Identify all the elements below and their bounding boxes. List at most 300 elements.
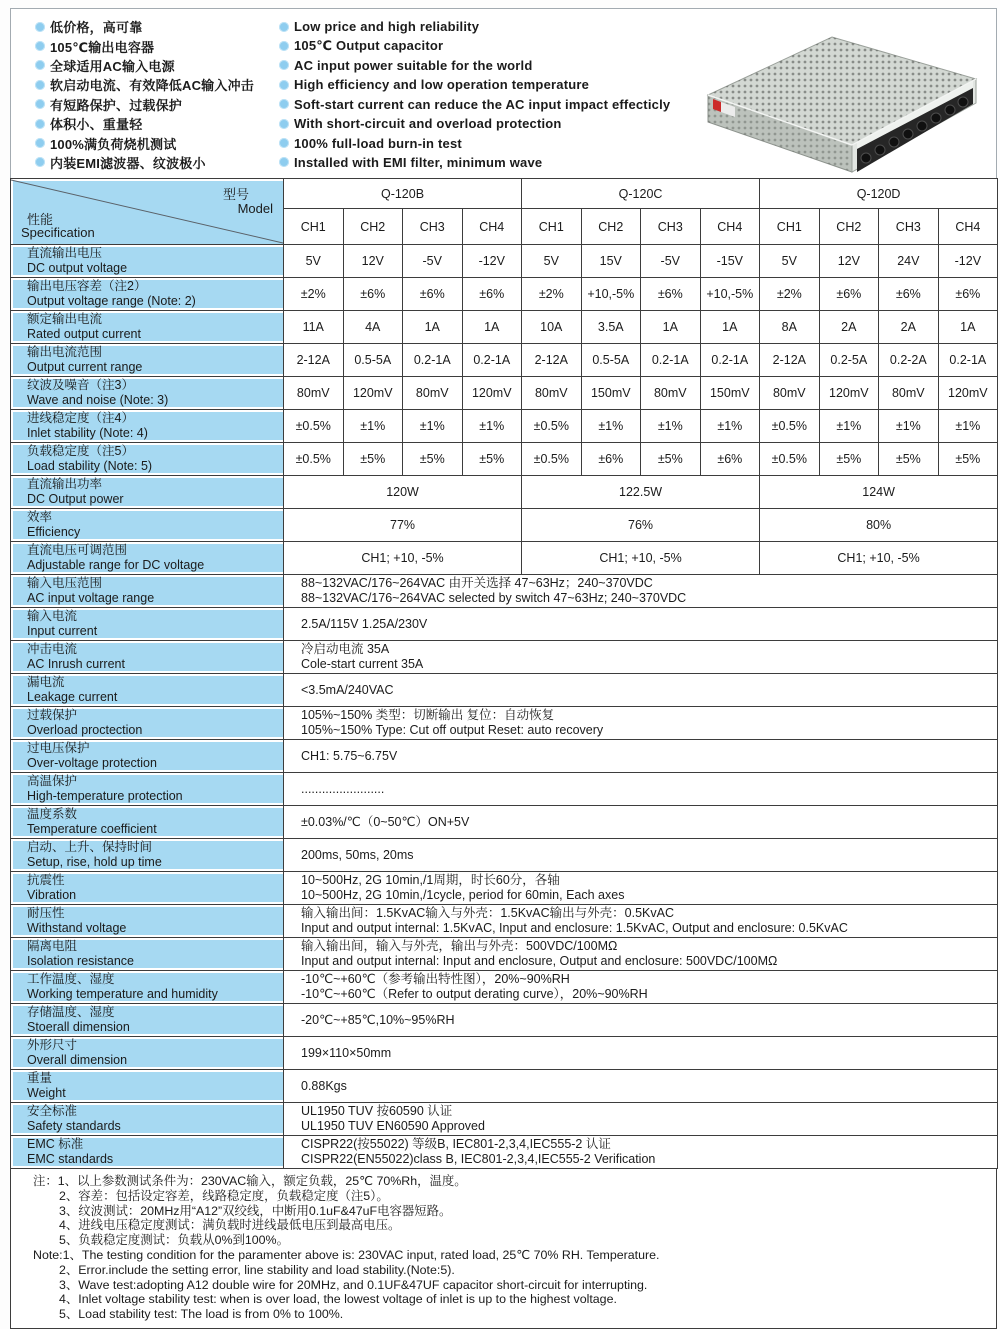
spec-value: 80mV — [760, 377, 820, 410]
spec-value — [284, 608, 998, 641]
feature-text: 105℃ Output capacitor — [294, 38, 444, 54]
feature-item — [279, 153, 670, 172]
row-label-cn: 工作温度、湿度 — [27, 972, 115, 986]
feature-text: 105℃输出电容器 — [50, 39, 155, 55]
spec-row — [11, 377, 998, 410]
spec-value: CH1; +10, -5% — [522, 542, 760, 575]
spec-value: 2A — [819, 311, 879, 344]
row-label-cn: 漏电流 — [27, 675, 65, 689]
bullet-icon — [279, 41, 289, 51]
spec-value: 1A — [462, 311, 522, 344]
spec-value-line: -10℃~+60℃（Refer to output derating curve），20%~90%RH — [301, 987, 648, 1001]
spec-row — [11, 872, 998, 905]
feature-text: 体积小、重量轻 — [50, 117, 143, 133]
feature-item — [279, 133, 670, 152]
channel-header: CH2 — [819, 209, 879, 245]
spec-value: ±6% — [938, 278, 998, 311]
row-label-cn: 安全标准 — [27, 1104, 78, 1118]
spec-value: ±1% — [641, 410, 701, 443]
bullet-icon — [279, 99, 289, 109]
spec-value: ±6% — [819, 278, 879, 311]
row-label — [11, 740, 284, 773]
spec-value: 0.2-1A — [700, 344, 760, 377]
spec-value-line: 输入输出间：1.5KvAC输入与外壳：1.5KvAC输出与外壳：0.5KvAC — [301, 906, 674, 920]
spec-value: 0.2-1A — [462, 344, 522, 377]
spec-value: ±0.5% — [522, 443, 582, 476]
spec-value-line: 199×110×50mm — [301, 1045, 392, 1060]
spec-value: ±6% — [879, 278, 939, 311]
feature-item — [279, 56, 670, 75]
feature-text: AC input power suitable for the world — [294, 57, 533, 73]
spec-value: 80mV — [879, 377, 939, 410]
bullet-icon — [279, 138, 289, 148]
row-label-en: Setup, rise, hold up time — [27, 855, 162, 869]
row-label-cn: 存储温度、湿度 — [27, 1005, 115, 1019]
row-label-en: Adjustable range for DC voltage — [27, 558, 205, 572]
note-line: 3、Wave test:adopting A12 double wire for 20MHz, and 0.1UF&47UF capacitor short-circuit for interrupting. — [59, 1277, 648, 1292]
row-label-cn: 外形尺寸 — [27, 1038, 78, 1052]
spec-value: 120mV — [343, 377, 403, 410]
row-label-en: Input current — [27, 624, 98, 638]
bullet-icon — [35, 41, 45, 51]
spec-row — [11, 575, 998, 608]
row-label-en: DC output voltage — [27, 261, 128, 275]
spec-value-line: UL1950 TUV EN60590 Approved — [301, 1119, 485, 1133]
spec-value: CH1; +10, -5% — [760, 542, 998, 575]
feature-item — [279, 95, 670, 114]
row-label — [11, 938, 284, 971]
spec-row — [11, 1136, 998, 1169]
spec-row — [11, 410, 998, 443]
spec-value-line: CISPR22(EN55022)class B, IEC801-2,3,4,IEC555-2 Verification — [301, 1152, 656, 1166]
spec-value-line: 0.88Kgs — [301, 1078, 347, 1093]
row-label — [11, 674, 284, 707]
row-label — [11, 707, 284, 740]
row-label-en: Overall dimension — [27, 1053, 128, 1067]
channel-header: CH4 — [938, 209, 998, 245]
spec-row — [11, 509, 998, 542]
row-label-en: Isolation resistance — [27, 954, 135, 968]
spec-value: 15V — [581, 245, 641, 278]
bullet-icon — [279, 22, 289, 32]
spec-value: CH1; +10, -5% — [284, 542, 522, 575]
row-label — [11, 872, 284, 905]
spec-row — [11, 1037, 998, 1070]
spec-value-line: -20℃~+85℃,10%~95%RH — [301, 1012, 455, 1027]
row-label-en: Efficiency — [27, 525, 81, 539]
spec-value: ±1% — [938, 410, 998, 443]
spec-value: 2-12A — [284, 344, 344, 377]
spec-value — [284, 707, 998, 740]
spec-value: 4A — [343, 311, 403, 344]
spec-model-corner-cell — [11, 179, 284, 245]
spec-value-line: <3.5mA/240VAC — [301, 682, 394, 697]
spec-value: 80mV — [284, 377, 344, 410]
feature-item — [35, 133, 254, 152]
row-label-cn: 输入电流 — [27, 609, 78, 623]
channel-header: CH1 — [284, 209, 344, 245]
spec-value — [284, 905, 998, 938]
features-list-cn — [35, 17, 254, 172]
row-label-cn: 进线稳定度（注4） — [27, 411, 134, 425]
row-label-cn: 输出电流范围 — [27, 345, 103, 359]
spec-value-line: ±0.03%/℃（0~50℃）ON+5V — [301, 814, 470, 829]
row-label — [11, 410, 284, 443]
spec-value: 124W — [760, 476, 998, 509]
feature-item — [279, 114, 670, 133]
spec-value — [284, 839, 998, 872]
row-label-cn: 耐压性 — [27, 906, 65, 920]
spec-value-line: UL1950 TUV 按60590 认证 — [301, 1104, 453, 1118]
spec-value: ±1% — [403, 410, 463, 443]
spec-value-line: 2.5A/115V 1.25A/230V — [301, 616, 428, 631]
bullet-icon — [279, 119, 289, 129]
row-label — [11, 377, 284, 410]
row-label-cn: 过电压保护 — [27, 741, 90, 755]
spec-value: 0.5-5A — [343, 344, 403, 377]
spec-value: ±1% — [879, 410, 939, 443]
row-label — [11, 839, 284, 872]
spec-value-line: 10~500Hz, 2G 10min,/1周期，时长60分，各轴 — [301, 873, 560, 887]
row-label-cn: 效率 — [27, 510, 53, 524]
bullet-icon — [35, 157, 45, 167]
spec-value: 24V — [879, 245, 939, 278]
row-label-cn: 输出电压容差（注2） — [27, 279, 147, 293]
spec-value: 80mV — [522, 377, 582, 410]
row-label-en: Overload proctection — [27, 723, 143, 737]
row-label — [11, 773, 284, 806]
spec-value: 1A — [938, 311, 998, 344]
spec-value — [284, 971, 998, 1004]
spec-value: 8A — [760, 311, 820, 344]
row-label-en: AC input voltage range — [27, 591, 155, 605]
channel-header: CH4 — [462, 209, 522, 245]
row-label-en: Vibration — [27, 888, 77, 902]
spec-row — [11, 938, 998, 971]
corner-spec-label-en: Specification — [21, 225, 95, 240]
channel-header: CH3 — [879, 209, 939, 245]
feature-text: 低价格，高可靠 — [50, 20, 143, 36]
spec-value: 80mV — [641, 377, 701, 410]
row-label-en: Safety standards — [27, 1119, 121, 1133]
spec-value: ±1% — [700, 410, 760, 443]
feature-text: High efficiency and low operation temperature — [294, 77, 590, 93]
row-label-cn: 冲击电流 — [27, 642, 78, 656]
spec-value — [284, 1004, 998, 1037]
spec-value: ±2% — [284, 278, 344, 311]
spec-value-line: -10℃~+60℃（参考输出特性图），20%~90%RH — [301, 972, 570, 986]
spec-value: 0.5-5A — [581, 344, 641, 377]
spec-value-line: CISPR22(按55022) 等级B, IEC801-2,3,4,IEC555-2 认证 — [301, 1137, 611, 1151]
spec-value: 10A — [522, 311, 582, 344]
feature-text: 内装EMI滤波器、纹波极小 — [50, 155, 206, 171]
spec-value-line: 88~132VAC/176~264VAC selected by switch 47~63Hz; 240~370VDC — [301, 591, 687, 605]
row-label-en: EMC standards — [27, 1152, 114, 1166]
note-line: 4、进线电压稳定度测试：满负载时进线最低电压到最高电压。 — [59, 1218, 401, 1233]
model-header-row — [11, 179, 998, 209]
row-label-cn: 启动、上升、保持时间 — [27, 840, 153, 854]
spec-value: 120mV — [462, 377, 522, 410]
spec-value: ±1% — [581, 410, 641, 443]
spec-value: 0.2-1A — [641, 344, 701, 377]
spec-value: ±6% — [641, 278, 701, 311]
spec-row — [11, 905, 998, 938]
spec-value: ±1% — [343, 410, 403, 443]
product-photo — [694, 23, 994, 175]
row-label — [11, 344, 284, 377]
spec-value — [284, 1103, 998, 1136]
spec-value-line: 10~500Hz, 2G 10min,/1cycle, period for 60min, Each axes — [301, 888, 625, 902]
spec-row — [11, 806, 998, 839]
spec-value: ±6% — [700, 443, 760, 476]
spec-value: 5V — [522, 245, 582, 278]
spec-value: 3.5A — [581, 311, 641, 344]
spec-value: 0.2-1A — [403, 344, 463, 377]
spec-row — [11, 344, 998, 377]
spec-value: ±0.5% — [760, 443, 820, 476]
spec-row — [11, 278, 998, 311]
spec-value: 2A — [879, 311, 939, 344]
row-label — [11, 575, 284, 608]
feature-item — [35, 56, 254, 75]
spec-value-line: 输入输出间，输入与外壳，输出与外壳：500VDC/100MΩ — [301, 939, 618, 953]
power-supply-illustration — [694, 23, 994, 175]
feature-text: 全球适用AC输入电源 — [50, 58, 175, 74]
spec-value: 12V — [819, 245, 879, 278]
feature-text: 100%满负荷烧机测试 — [50, 136, 177, 152]
spec-value: ±1% — [462, 410, 522, 443]
spec-value: 80mV — [403, 377, 463, 410]
note-line: 4、Inlet voltage stability test: when is over load, the lowest voltage of inlet is up to the highest voltage. — [59, 1292, 617, 1307]
row-label-en: DC Output power — [27, 492, 124, 506]
row-label-cn: 纹波及噪音（注3） — [27, 378, 134, 392]
row-label-cn: 温度系数 — [27, 807, 78, 821]
features-list-en — [279, 17, 670, 172]
feature-item — [35, 75, 254, 94]
corner-spec-label-cn: 性能 — [27, 212, 54, 227]
spec-value: ±6% — [343, 278, 403, 311]
row-label-cn: 负载稳定度（注5） — [27, 444, 134, 458]
spec-value: 1A — [700, 311, 760, 344]
bullet-icon — [35, 119, 45, 129]
feature-item — [35, 36, 254, 55]
spec-value: 5V — [284, 245, 344, 278]
feature-text: 软启动电流、有效降低AC输入冲击 — [50, 78, 254, 94]
spec-value — [284, 872, 998, 905]
feature-item — [35, 95, 254, 114]
spec-table-body — [11, 245, 998, 1169]
spec-value: 120W — [284, 476, 522, 509]
note-line: 2、容差：包括设定容差，线路稳定度，负载稳定度（注5）。 — [59, 1188, 389, 1203]
row-label-en: Wave and noise (Note: 3) — [27, 393, 169, 407]
row-label-en: AC Inrush current — [27, 657, 125, 671]
spec-value: 0.2-1A — [938, 344, 998, 377]
spec-value: ±5% — [938, 443, 998, 476]
spec-value — [284, 575, 998, 608]
row-label — [11, 608, 284, 641]
row-label — [11, 542, 284, 575]
spec-row — [11, 608, 998, 641]
spec-value — [284, 1037, 998, 1070]
row-label-cn: 高温保护 — [27, 774, 78, 788]
spec-row — [11, 641, 998, 674]
channel-header: CH1 — [522, 209, 582, 245]
note-line: 注：1、以上参数测试条件为：230VAC输入，额定负载，25℃ 70%Rh，温度。 — [33, 1174, 467, 1188]
spec-value — [284, 641, 998, 674]
feature-item — [35, 153, 254, 172]
bullet-icon — [35, 60, 45, 70]
spec-row — [11, 839, 998, 872]
feature-text: Low price and high reliability — [294, 19, 480, 35]
row-label-cn: 直流输出电压 — [27, 246, 103, 260]
channel-header: CH4 — [700, 209, 760, 245]
spec-value-line: 200ms, 50ms, 20ms — [301, 847, 414, 862]
channel-header: CH2 — [343, 209, 403, 245]
spec-value: ±5% — [879, 443, 939, 476]
feature-item — [279, 36, 670, 55]
row-label — [11, 1004, 284, 1037]
spec-row — [11, 1004, 998, 1037]
spec-value: ±5% — [462, 443, 522, 476]
feature-item — [279, 17, 670, 36]
corner-model-label-en: Model — [237, 201, 273, 216]
spec-row — [11, 476, 998, 509]
spec-value: ±6% — [581, 443, 641, 476]
row-label-cn: EMC 标准 — [27, 1137, 84, 1151]
spec-value: +10,-5% — [700, 278, 760, 311]
spec-value — [284, 1070, 998, 1103]
datasheet-page — [10, 8, 997, 1329]
spec-row — [11, 311, 998, 344]
channel-header: CH3 — [403, 209, 463, 245]
spec-value: ±5% — [819, 443, 879, 476]
channel-header: CH1 — [760, 209, 820, 245]
row-label-cn: 输入电压范围 — [27, 576, 103, 590]
spec-value: ±2% — [760, 278, 820, 311]
feature-item — [35, 17, 254, 36]
spec-value: ±0.5% — [284, 410, 344, 443]
note-line: 5、负载稳定度测试：负载从0%到100%。 — [59, 1233, 289, 1248]
row-label-en: Rated output current — [27, 327, 141, 341]
spec-value: ±5% — [641, 443, 701, 476]
spec-value: 1A — [641, 311, 701, 344]
spec-value-line: 105%~150% 类型：切断输出 复位：自动恢复 — [301, 708, 555, 722]
bullet-icon — [279, 60, 289, 70]
row-label — [11, 905, 284, 938]
spec-value: -5V — [403, 245, 463, 278]
feature-item — [35, 114, 254, 133]
feature-item — [279, 75, 670, 94]
spec-row — [11, 674, 998, 707]
spec-row — [11, 443, 998, 476]
model-header-q120b: Q-120B — [284, 179, 522, 209]
spec-value: 1A — [403, 311, 463, 344]
channel-header: CH2 — [581, 209, 641, 245]
spec-value: 150mV — [700, 377, 760, 410]
spec-value — [284, 773, 998, 806]
channel-header: CH3 — [641, 209, 701, 245]
spec-table — [10, 178, 998, 1169]
notes-section — [10, 1169, 997, 1329]
spec-value: 0.2-2A — [879, 344, 939, 377]
note-line: 2、Error.include the setting error, line stability and load stability.(Note:5). — [59, 1262, 455, 1277]
bullet-icon — [35, 80, 45, 90]
spec-value: +10,-5% — [581, 278, 641, 311]
row-label-en: Working temperature and humidity — [27, 987, 218, 1001]
row-label — [11, 1136, 284, 1169]
row-label-en: Output current range — [27, 360, 143, 374]
spec-value: ±0.5% — [522, 410, 582, 443]
feature-text: 有短路保护、过载保护 — [50, 97, 183, 113]
row-label-cn: 直流输出功率 — [27, 477, 103, 491]
spec-value: 11A — [284, 311, 344, 344]
spec-value: 12V — [343, 245, 403, 278]
spec-value: ±6% — [462, 278, 522, 311]
row-label-en: Over-voltage protection — [27, 756, 157, 770]
row-label-cn: 额定输出电流 — [27, 312, 103, 326]
spec-value: 120mV — [938, 377, 998, 410]
row-label — [11, 245, 284, 278]
row-label-cn: 直流电压可调范围 — [27, 543, 128, 557]
spec-value: ±6% — [403, 278, 463, 311]
spec-value-line: 88~132VAC/176~264VAC 由开关选择 47~63Hz；240~370VDC — [301, 576, 653, 590]
spec-row — [11, 542, 998, 575]
row-label-en: Leakage current — [27, 690, 118, 704]
feature-text: With short-circuit and overload protection — [294, 116, 562, 132]
row-label-cn: 过载保护 — [27, 708, 78, 722]
spec-value: 2-12A — [522, 344, 582, 377]
row-label — [11, 443, 284, 476]
row-label — [11, 278, 284, 311]
row-label-en: Output voltage range (Note: 2) — [27, 294, 196, 308]
spec-row — [11, 1070, 998, 1103]
spec-value — [284, 674, 998, 707]
row-label-cn: 抗震性 — [27, 873, 65, 887]
bullet-icon — [279, 80, 289, 90]
spec-value-line: Input and output internal: Input and enclosure, Output and enclosure: 500VDC/100MΩ — [301, 954, 778, 968]
spec-value — [284, 806, 998, 839]
spec-value: 76% — [522, 509, 760, 542]
row-label — [11, 311, 284, 344]
spec-value-line: ........................ — [301, 781, 385, 796]
row-label — [11, 509, 284, 542]
model-header-q120c: Q-120C — [522, 179, 760, 209]
model-header-q120d: Q-120D — [760, 179, 998, 209]
spec-value-line: 冷启动电流 35A — [301, 642, 390, 656]
spec-value: 0.2-5A — [819, 344, 879, 377]
bullet-icon — [35, 99, 45, 109]
feature-text: 100% full-load burn-in test — [294, 135, 462, 151]
spec-value — [284, 1136, 998, 1169]
spec-value: ±1% — [819, 410, 879, 443]
feature-text: Installed with EMI filter, minimum wave — [294, 154, 543, 170]
spec-value-line: Cole-start current 35A — [301, 657, 424, 671]
row-label-en: Weight — [27, 1086, 66, 1100]
spec-row — [11, 740, 998, 773]
row-label-cn: 隔离电阻 — [27, 939, 78, 953]
row-label-cn: 重量 — [27, 1071, 53, 1085]
spec-value: 80% — [760, 509, 998, 542]
row-label — [11, 1103, 284, 1136]
row-label-en: High-temperature protection — [27, 789, 183, 803]
bullet-icon — [279, 157, 289, 167]
spec-value: -12V — [938, 245, 998, 278]
spec-value: ±0.5% — [760, 410, 820, 443]
spec-value-line: 105%~150% Type: Cut off output Reset: auto recovery — [301, 723, 604, 737]
spec-value: 77% — [284, 509, 522, 542]
note-line: 3、纹波测试：20MHz用“A12”双绞线，中断用0.1uF&47uF电容器短路。 — [59, 1203, 452, 1218]
spec-value: 5V — [760, 245, 820, 278]
